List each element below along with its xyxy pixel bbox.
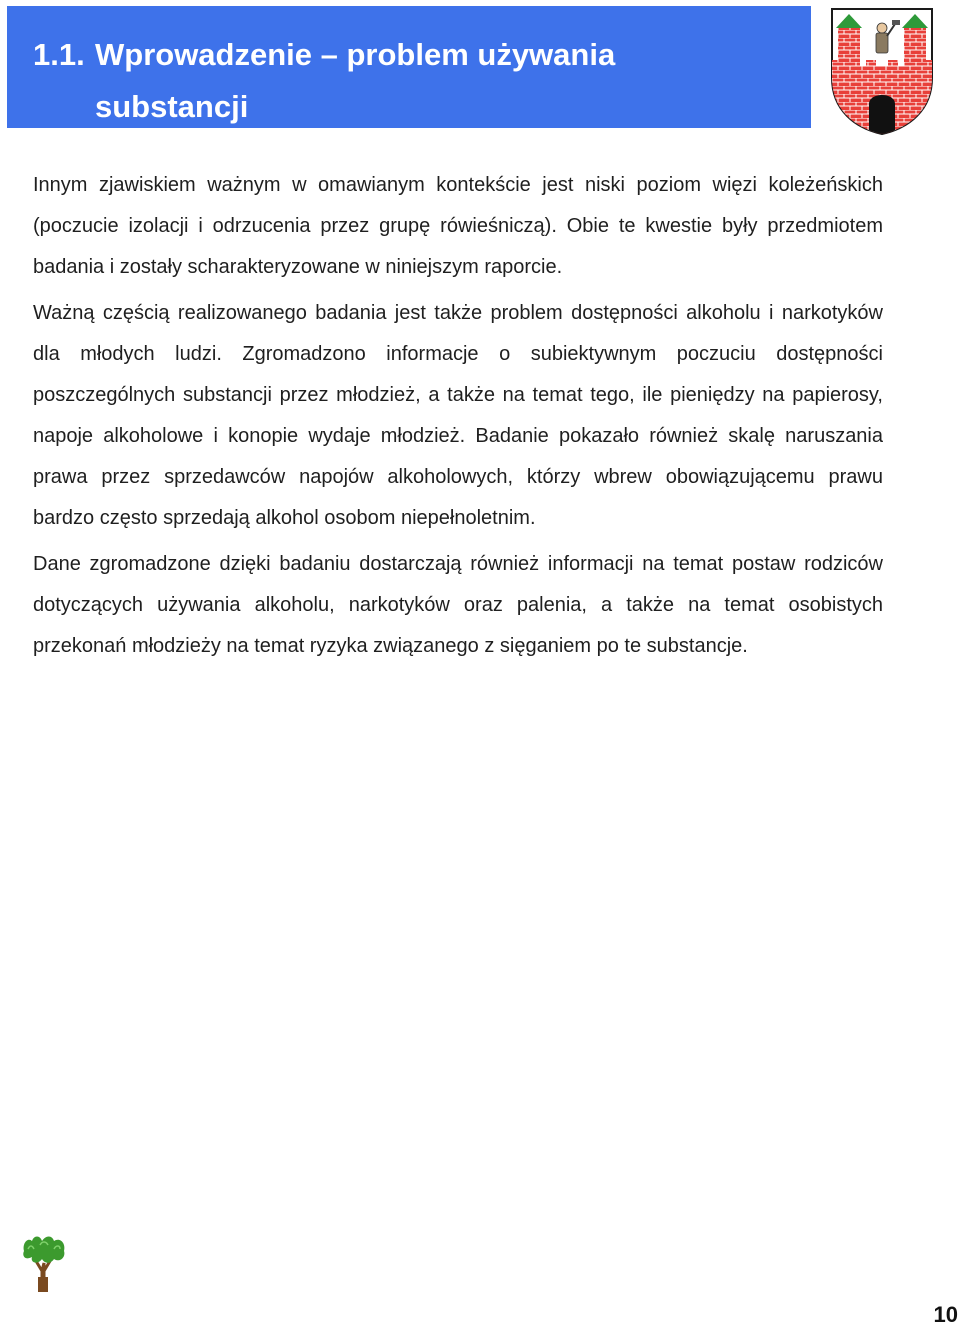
body-content [33, 165, 883, 667]
page-number: 10 [933, 1302, 958, 1327]
title-banner [7, 6, 811, 128]
paragraph-2: Ważną częścią realizowanego badania jest także problem dostępności alkoholu i narkotyków dla młodych ludzi. Zgromadzono informacje o subiektywnym poczuciu dostępności poszczególnych substancji przez młodzież, a także na temat tego, ile pieniędzy na papierosy, napoje alkoholowe i konopie wydaje młodzież. Badanie pokazało również skalę naruszania prawa przez sprzedawców napojów alkoholowych, którzy wbrew obowiązującemu prawu bardzo często sprzedają alkohol osobom niepełnoletnim. [33, 302, 883, 529]
tree-logo-icon [20, 1233, 68, 1293]
paragraph-3: Dane zgromadzone dzięki badaniu dostarczają również informacji na temat postaw rodziców dotyczących używania alkoholu, narkotyków oraz palenia, a także na temat osobistych przekonań młodzieży na temat ryzyka związanego z sięganiem po te substancje. [33, 553, 883, 657]
page-title-line-2: substancji [95, 89, 249, 124]
section-number: 1.1. [33, 37, 85, 72]
page-title-line-1 [33, 37, 615, 73]
coat-of-arms-icon [829, 6, 935, 136]
paragraph-1: Innym zjawiskiem ważnym w omawianym kontekście jest niski poziom więzi koleżeńskich (poczucie izolacji i odrzucenia przez grupę rówieśniczą). Obie te kwestie były przedmiotem badania i zostały scharakteryzowane w niniejszym raporcie. [33, 174, 883, 278]
section-title-text: Wprowadzenie – problem używania [95, 37, 616, 72]
